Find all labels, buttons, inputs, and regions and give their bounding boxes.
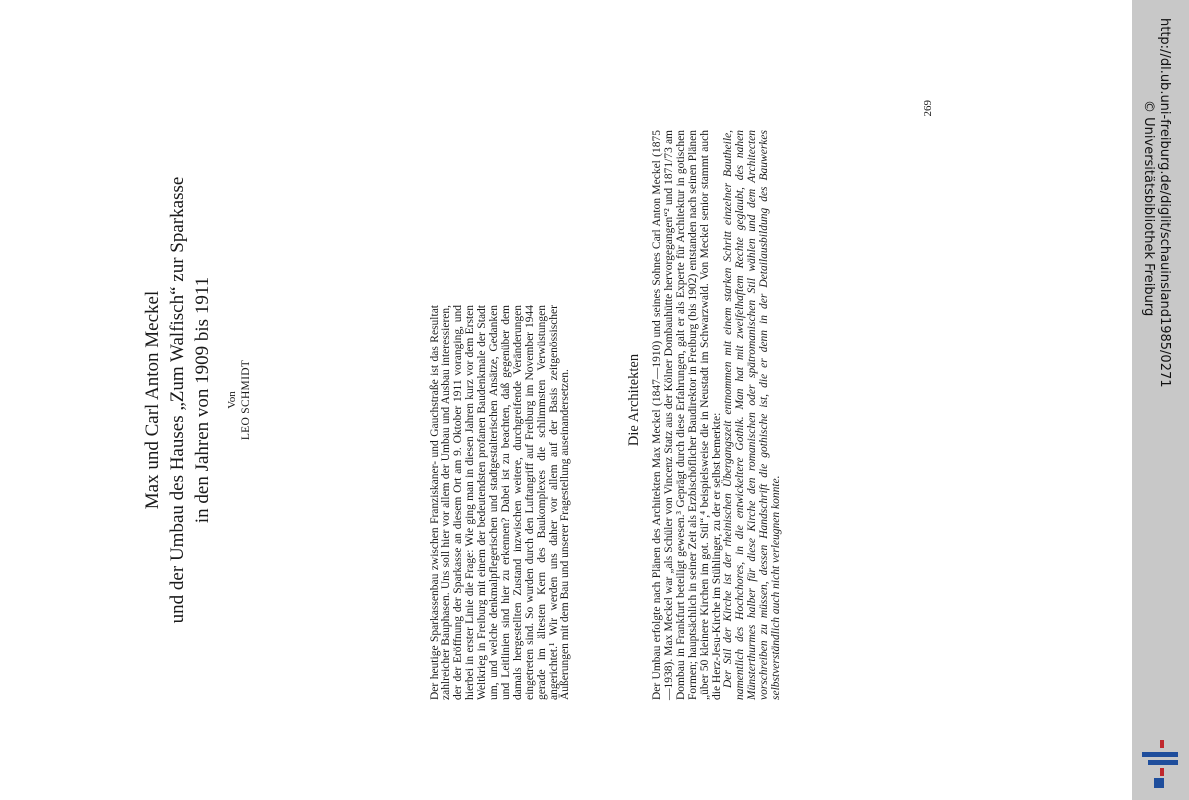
article-title-line-1: Max und Carl Anton Meckel [142,290,163,510]
copyright-notice: © Universitätsbibliothek Freiburg [1141,100,1156,317]
library-sidebar [1132,0,1189,800]
sidebar-text [1140,18,1172,388]
source-url-link[interactable]: http://dl.ub.uni-freiburg.de/diglit/schauinsland1985/0271 [1157,18,1172,388]
ub-freiburg-logo-icon [1140,738,1182,790]
article-title-line-3: in den Jahren von 1909 bis 1911 [192,276,213,524]
intro-paragraph: Der heutige Sparkassenbau zwischen Franziskaner- und Gauchstraße ist das Resultat zahlreicher Bauphasen. Uns soll hier vor allem der Umbau und Ausbau interessieren, der der Eröffnung der Sparkasse an diesem Ort am 9. Oktober 1911 voranging, und hierbei in erster Linie die Frage: Wie ging man in diesen Jahren kurz vor dem Ersten Weltkrieg in Freiburg mit einem der bedeutendsten profanen Baudenkmale der Stadt um, und welche denkmalpflegerischen und stadtgestalterischen Ansätze, Gedanken und Leitlinien sind hier zu erkennen? Dabei ist zu beachten, daß gegenüber dem damals hergestellten Zustand inzwischen weitere, durchgreifende Veränderungen eingetreten sind. So wurden durch den Luftangriff auf Freiburg im November 1944 gerade im ältesten Kern des Baukomplexes die schlimmsten Verwüstungen angerichtet.¹ Wir werden uns daher vor allem auf der Basis zeitgenössischer Äußerungen mit dem Bau und unserer Fragestellung auseinandersetzen. [428,305,572,700]
page-number: 269 [922,100,934,117]
block-quote: Der Stil der Kirche ist der rheinischen Übergangszeit entnommen mit einem starken Schritt einzelner Bautheile, namentlich des Hochchores, in die entwickeltere Gothik. Man hat mit zweifelhaftem Rechte geglaubt, des nahen Münsterthurmes halber für diese Kirche den romanischen oder spätromanischen Stil wählen und dem Architecten vorschreiben zu müssen, dessen Handschrift die gothische ist, die er denn in der Detailausbildung des Bauwerkes selbstverständlich auch nicht verleugnen konnte. [722,130,783,700]
section-paragraph: Der Umbau erfolgte nach Plänen des Architekten Max Meckel (1847—1910) und seines Sohnes Carl Anton Meckel (1875—1938). Max Meckel war „als Schüler von Vincenz Statz aus der Kölner Dombauhütte hervorgegangen“² und 1871/73 am Dombau in Frankfurt beteiligt gewesen.³ Geprägt durch diese Erfahrungen, galt er als Experte für Architektur in gotischen Formen; hauptsächlich in seiner Zeit als Erzbischöflicher Baudirektor in Freiburg (bis 1902) entstanden nach seinen Plänen „über 50 kleinere Kirchen im got. Stil“,⁴ beispielsweise die in Neustadt im Schwarzwald. Von Meckel senior stammt auch die Herz-Jesu-Kirche im Stühlinger, zu der er selbst bemerkte: [651,130,723,700]
section-heading: Die Architekten [626,353,642,447]
byline-von: Von [226,391,238,409]
article-title-block [140,70,254,730]
section-body [652,130,783,700]
rotated-page-content [140,70,940,730]
article-title-line-2: und der Umbau des Hauses „Zum Walfisch“ zur Sparkasse [167,176,188,624]
byline-author: LEO SCHMIDT [240,359,252,441]
